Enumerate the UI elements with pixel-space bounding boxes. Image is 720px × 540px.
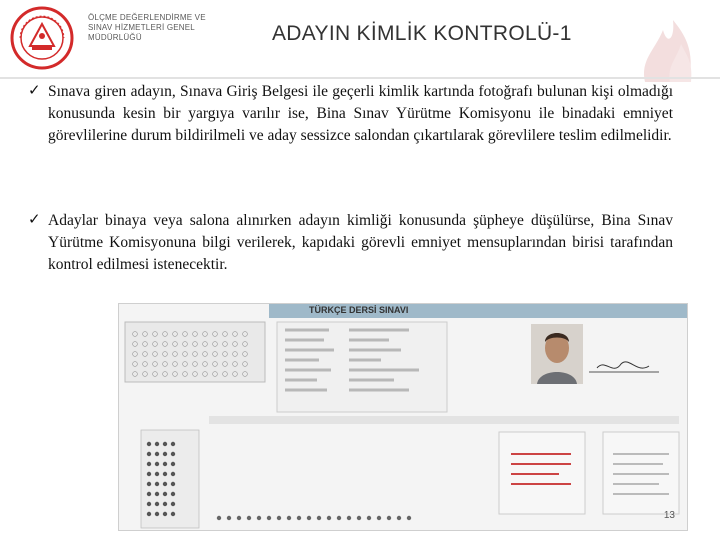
org-line: ÖLÇME DEĞERLENDİRME VE [88,13,206,22]
page-title: ADAYIN KİMLİK KONTROLÜ-1 [272,22,572,45]
bullet-text: Sınava giren adayın, Sınava Giriş Belgesi ile geçerli kimlik kartında fotoğrafı bulunan kişi olmadığı konusunda kesin bir yargıya varılır ise, Bina Sınav Yürütme Komisyonu ile binadaki emniyet görevlilerine durum bildirilmeli ve aday sessizce salondan çıkartılarak görevlilere teslim edilmelidir. [48,83,673,144]
candidate-photo [531,324,583,384]
org-line: SINAV HİZMETLERİ GENEL [88,23,195,32]
meb-seal-icon [10,6,74,70]
checkmark-icon: ✓ [28,210,41,228]
exam-form-image [118,303,688,531]
torch-watermark-icon [615,0,720,82]
org-line: MÜDÜRLÜĞÜ [88,33,142,42]
page-number: 13 [663,510,675,521]
bullet-item [28,210,673,276]
organization-name [88,13,238,43]
checkmark-icon: ✓ [28,81,41,99]
form-header-title: TÜRKÇE DERSİ SINAVI [309,305,409,315]
answer-sheet-illustration [119,304,688,531]
bullet-item [28,81,673,147]
header-divider [0,77,720,79]
bullet-text: Adaylar binaya veya salona alınırken adayın kimliği konusunda şüpheye düşülürse, Bina Sınav Yürütme Komisyonuna bilgi verilerek, kapıdaki görevli emniyet mensuplarından birisi tarafından kontrol edilmesi istenecektir. [48,212,673,273]
